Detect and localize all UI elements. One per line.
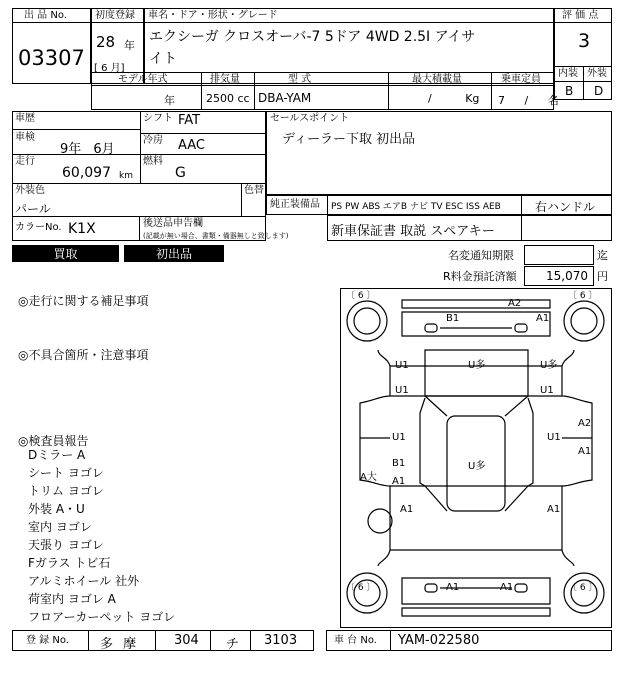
- inspector-item: 天張り ヨゴレ: [28, 538, 104, 552]
- damage-mark: A1: [578, 446, 592, 457]
- divider: [12, 129, 140, 130]
- documents-value: 新車保証書 取説 スペアキー: [331, 224, 495, 239]
- car-name-line2: イト: [149, 51, 177, 67]
- tire-front-left: [347, 301, 387, 341]
- inspector-items: [28, 446, 175, 626]
- grade-value: 3: [578, 30, 591, 52]
- interior-grade: B: [565, 84, 574, 98]
- type-label: 型 式: [288, 74, 312, 85]
- mileage-value: 60,097: [62, 165, 111, 181]
- model-year-unit: 年: [164, 94, 175, 107]
- tire-rear-left: [347, 573, 387, 613]
- divider: [254, 72, 255, 110]
- max-load: / Kg: [428, 92, 480, 105]
- sales-point-label: セールスポイント: [270, 113, 350, 124]
- model-type: DBA-YAM: [258, 91, 312, 105]
- divider: [491, 72, 492, 110]
- capacity: 7 / 名: [498, 94, 559, 107]
- damage-mark: U多: [540, 360, 558, 371]
- recycle-unit: 円: [597, 270, 608, 283]
- fuel-value: G: [175, 165, 186, 181]
- damage-mark: A1: [547, 504, 561, 515]
- first-listing-bar: 初出品: [124, 245, 224, 262]
- fuel-label: 燃料: [143, 156, 163, 167]
- max-load-label: 最大積載量: [412, 74, 462, 85]
- inspector-item: Dミラー A: [28, 448, 86, 462]
- damage-mark: A1: [392, 476, 406, 487]
- divider: [241, 183, 242, 216]
- interior-label: 内装: [558, 68, 578, 79]
- mileage-label: 走行: [15, 156, 35, 167]
- exterior-label: 外装: [587, 68, 607, 79]
- front-bumper: [402, 300, 550, 308]
- tire-label: 〔 6 〕: [568, 291, 598, 301]
- damage-mark: U1: [392, 432, 406, 443]
- damage-mark: U1: [540, 385, 554, 396]
- inspector-item: トリム ヨゴレ: [28, 484, 104, 498]
- reg-area: 多 摩: [100, 637, 137, 652]
- name-change-unit: 迄: [597, 249, 608, 262]
- lot-label: 出 品 No.: [24, 10, 67, 21]
- divider: [583, 66, 584, 100]
- inspector-item: 室内 ヨゴレ: [28, 520, 92, 534]
- tire-rear-right: [564, 573, 604, 613]
- divider: [155, 630, 156, 651]
- recycle-label: R料金預託済額: [443, 270, 517, 283]
- chassis-number: YAM-022580: [398, 633, 480, 648]
- body-right-side: [562, 350, 592, 566]
- damage-mark: A大: [360, 472, 377, 483]
- rear-bumper: [402, 608, 550, 616]
- post-doc-note: (記載が無い場合、書類・備器無しと致します): [143, 232, 289, 240]
- shift-value: FAT: [178, 113, 201, 128]
- divider: [327, 195, 328, 215]
- color-no-label: カラーNo.: [15, 222, 62, 233]
- damage-mark: U1: [547, 432, 561, 443]
- tire-label: 〔 6 〕: [346, 583, 376, 593]
- name-change-box: [524, 245, 594, 265]
- spare-tire: [368, 509, 392, 533]
- driving-notes-title: ◎走行に関する補足事項: [18, 294, 149, 308]
- exterior-grade: D: [594, 84, 604, 98]
- capacity-label: 乗車定員: [501, 74, 541, 85]
- model-year-label: モデル年式: [118, 74, 168, 85]
- damage-mark: A2: [578, 418, 592, 429]
- inspector-item: アルミホイール 社外: [28, 574, 140, 588]
- divider: [210, 630, 211, 651]
- body-left-side: [360, 350, 390, 566]
- inspection-label: 車検: [15, 132, 35, 143]
- reg-number: 3103: [264, 633, 298, 648]
- headlight-right: [515, 324, 527, 332]
- damage-mark: A1: [400, 504, 414, 515]
- damage-mark: U多: [468, 461, 486, 472]
- damage-mark: U1: [395, 385, 409, 396]
- recycle-value: 15,070: [546, 269, 588, 283]
- divider: [554, 22, 612, 23]
- car-damage-diagram: [340, 288, 612, 628]
- reg-class: 304: [174, 633, 199, 648]
- divider: [201, 72, 202, 110]
- ext-color-label: 外装色: [15, 185, 45, 196]
- front-panel: [402, 312, 550, 336]
- tire-label: 〔 6 〕: [346, 291, 376, 301]
- divider: [554, 81, 612, 82]
- buy-bar: 買取: [12, 245, 119, 262]
- equipment-label: 純正装備品: [270, 199, 320, 210]
- lot-number: 03307: [18, 46, 85, 70]
- tire-front-right: [564, 301, 604, 341]
- damage-mark: A1: [446, 582, 460, 593]
- hood: [425, 350, 528, 396]
- shift-label: シフト: [143, 113, 173, 124]
- inspector-item: シート ヨゴレ: [28, 466, 104, 480]
- history-label: 車歴: [15, 113, 35, 124]
- divider: [250, 630, 251, 651]
- damage-mark: A1: [500, 582, 514, 593]
- divider: [140, 111, 141, 183]
- displacement: 2500 cc: [206, 92, 250, 105]
- color-no-value: K1X: [68, 221, 96, 237]
- divider: [88, 630, 89, 651]
- divider: [140, 133, 266, 134]
- first-reg-year: 28: [96, 33, 116, 51]
- ac-value: AAC: [178, 138, 205, 153]
- handle-value: 右ハンドル: [535, 200, 596, 214]
- divider: [12, 22, 91, 23]
- mileage-unit: km: [119, 171, 133, 181]
- year-unit: 年: [124, 39, 135, 52]
- damage-mark: B1: [446, 313, 460, 324]
- divider: [144, 22, 554, 23]
- defects-title: ◎不具合箇所・注意事項: [18, 348, 149, 362]
- grade-label: 評 価 点: [562, 10, 599, 21]
- tire-label: 〔 6 〕: [568, 583, 598, 593]
- headlight-left: [425, 324, 437, 332]
- inspector-item: 荷室内 ヨゴレ A: [28, 592, 116, 606]
- divider: [139, 216, 140, 241]
- ext-color-value: パール: [15, 202, 51, 216]
- inspector-item: 外装 A・U: [28, 502, 85, 516]
- sales-point: ディーラー下取 初出品: [282, 132, 416, 147]
- damage-mark: B1: [392, 458, 406, 469]
- damage-mark: A1: [536, 313, 550, 324]
- color-change-label: 色替: [244, 185, 264, 196]
- car-name-line1: エクシーガ クロスオーバ-7 5ドア 4WD 2.5I アイサ: [149, 29, 476, 45]
- divider: [390, 630, 391, 651]
- displacement-label: 排気量: [210, 74, 240, 85]
- post-doc-label: 後送品申告欄: [143, 218, 203, 229]
- equipment-value: PS PW ABS エアB ナビ TV ESC ISS AEB: [331, 202, 501, 212]
- title-label: 車名・ドア・形状・グレード: [148, 10, 278, 21]
- divider: [388, 72, 389, 110]
- inspector-title: ◎検査員報告: [18, 434, 89, 448]
- reg-kana: チ: [226, 637, 240, 652]
- first-reg-month: [ 6 月]: [94, 63, 125, 74]
- chassis-label: 車 台 No.: [334, 635, 377, 646]
- diagram-frame: [341, 289, 612, 628]
- reg-label: 登 録 No.: [26, 635, 69, 646]
- inspector-item: フロアーカーペット ヨゴレ: [28, 610, 176, 624]
- damage-mark: U多: [468, 360, 486, 371]
- name-change-label: 名変通知期限: [448, 249, 514, 262]
- divider: [12, 154, 266, 155]
- divider: [91, 22, 144, 23]
- divider: [12, 183, 266, 184]
- first-reg-label: 初度登録: [95, 10, 135, 21]
- rear-panel: [402, 578, 550, 604]
- ac-label: 冷房: [143, 135, 163, 146]
- damage-mark: U1: [395, 360, 409, 371]
- damage-mark: A2: [508, 298, 522, 309]
- inspector-item: Fガラス トビ石: [28, 556, 111, 570]
- inspection-value: 9年 6月: [60, 142, 115, 157]
